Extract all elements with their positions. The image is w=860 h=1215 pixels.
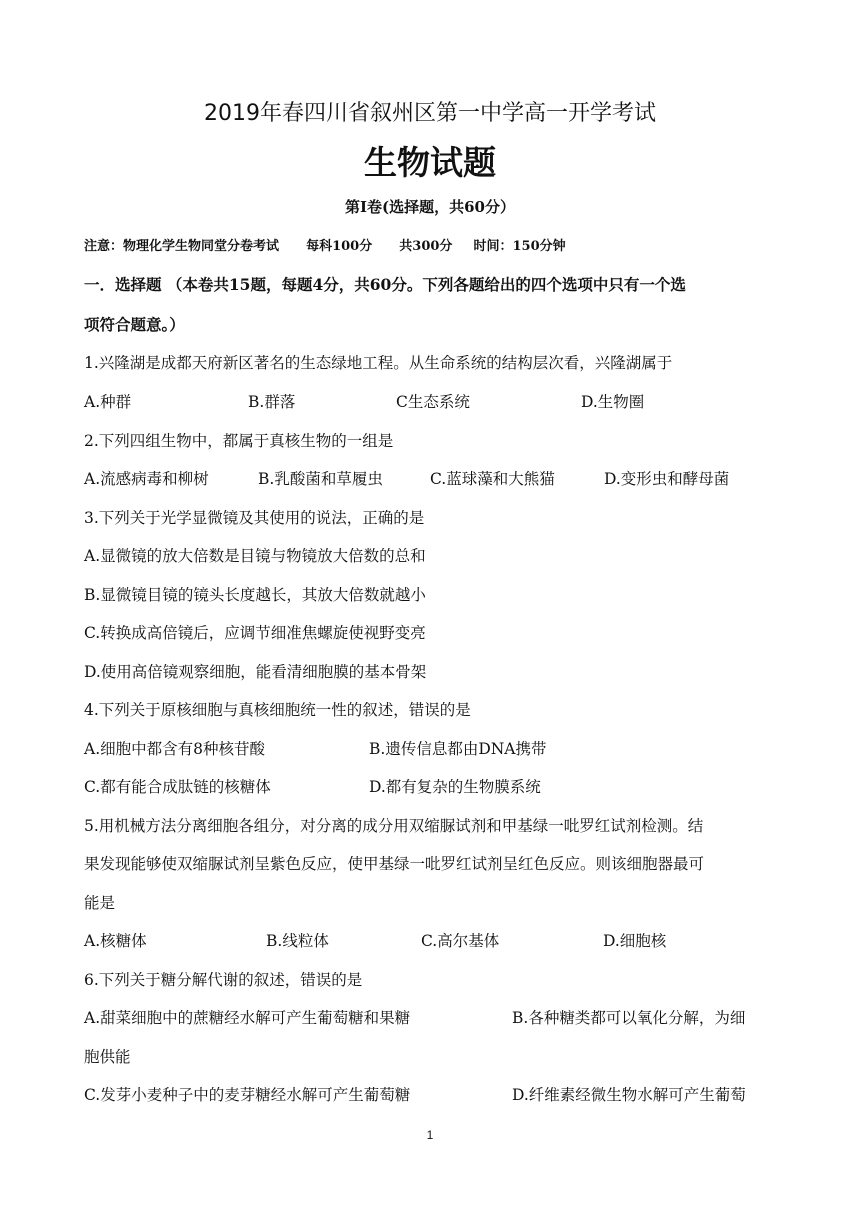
question-4-option-d: D.都有复杂的生物膜系统 (369, 778, 541, 796)
question-1-option-d: D.生物圈 (581, 393, 645, 411)
exam-note (84, 235, 566, 254)
question-4-option-b: B.遗传信息都由DNA携带 (369, 740, 547, 758)
question-5-option-c: C.高尔基体 (421, 932, 500, 950)
question-2-option-a: A.流感病毒和柳树 (84, 470, 209, 488)
question-6-option-c: C.发芽小麦种子中的麦芽糖经水解可产生葡萄糖 (84, 1086, 411, 1104)
question-5-stem-line1: 5.用机械方法分离细胞各组分，对分离的成分用双缩脲试剂和甲基绿一吡罗红试剂检测。结 (84, 817, 704, 835)
page-number: 1 (426, 1128, 434, 1142)
question-6-stem: 6.下列关于糖分解代谢的叙述，错误的是 (84, 971, 363, 989)
note-time: 时间：150分钟 (473, 239, 566, 254)
question-4-option-c: C.都有能合成肽链的核糖体 (84, 778, 271, 796)
question-3-option-a: A.显微镜的放大倍数是目镜与物镜放大倍数的总和 (84, 547, 426, 565)
question-3-option-b: B.显微镜目镜的镜头长度越长，其放大倍数就越小 (84, 586, 426, 604)
question-2-option-d: D.变形虫和酵母菌 (604, 470, 730, 488)
question-5-stem-line2: 果发现能够使双缩脲试剂呈紫色反应，使甲基绿一吡罗红试剂呈红色反应。则该细胞器最可 (84, 855, 705, 873)
question-5-stem-line3: 能是 (84, 894, 116, 912)
note-per-subject: 每科100分 (306, 239, 373, 254)
question-4-option-a: A.细胞中都含有8种核苷酸 (84, 740, 265, 758)
part1-heading-line2: 项符合题意。） (84, 315, 185, 334)
question-5-option-a: A.核糖体 (84, 932, 147, 950)
question-1-option-a: A.种群 (84, 393, 132, 411)
question-6-option-b-line2: 胞供能 (84, 1048, 131, 1066)
question-3-stem: 3.下列关于光学显微镜及其使用的说法，正确的是 (84, 509, 425, 527)
question-6-option-b-line1: B.各种糖类都可以氧化分解，为细 (512, 1009, 746, 1027)
note-total: 共300分 (399, 239, 453, 254)
note-label: 注意：物理化学生物同堂分卷考试 (84, 239, 280, 254)
question-6-option-d: D.纤维素经微生物水解可产生葡萄 (512, 1086, 746, 1104)
question-2-option-b: B.乳酸菌和草履虫 (258, 470, 383, 488)
question-1-option-c: C生态系统 (396, 393, 470, 411)
section-heading: 第Ⅰ卷(选择题，共60分） (345, 198, 515, 216)
part1-heading-line1: 一．选择题 （本卷共15题，每题4分，共60分。下列各题给出的四个选项中只有一个选 (84, 275, 686, 294)
question-5-option-b: B.线粒体 (266, 932, 329, 950)
question-2-stem: 2.下列四组生物中，都属于真核生物的一组是 (84, 432, 394, 450)
question-3-option-d: D.使用高倍镜观察细胞，能看清细胞膜的基本骨架 (84, 663, 427, 681)
question-3-option-c: C.转换成高倍镜后，应调节细准焦螺旋使视野变亮 (84, 624, 426, 642)
exam-title: 2019年春四川省叙州区第一中学高一开学考试 (204, 101, 656, 126)
question-2-option-c: C.蓝球藻和大熊猫 (430, 470, 555, 488)
question-4-stem: 4.下列关于原核细胞与真核细胞统一性的叙述，错误的是 (84, 701, 471, 719)
question-1-option-b: B.群落 (248, 393, 296, 411)
question-6-option-a: A.甜菜细胞中的蔗糖经水解可产生葡萄糖和果糖 (84, 1009, 411, 1027)
subject-title: 生物试题 (364, 143, 496, 182)
question-5-option-d: D.细胞核 (603, 932, 667, 950)
question-1-stem: 1.兴隆湖是成都天府新区著名的生态绿地工程。从生命系统的结构层次看，兴隆湖属于 (84, 354, 673, 372)
